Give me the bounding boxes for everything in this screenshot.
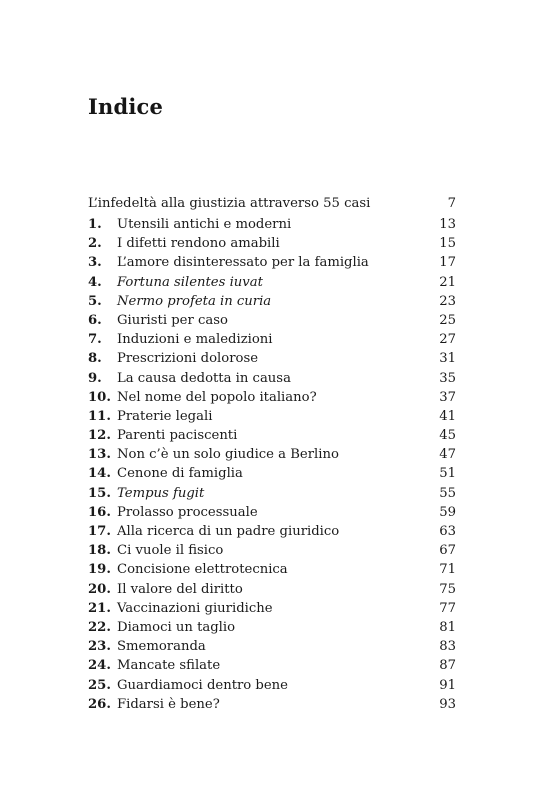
toc-entry-number: 24.: [88, 658, 111, 674]
toc-entry-title: Guardiamoci dentro bene: [117, 677, 288, 693]
toc-entry: [88, 599, 456, 618]
toc-entry: [88, 580, 456, 599]
toc-entry-page: 15: [439, 236, 456, 252]
toc-entry-title: Mancate sfilate: [117, 658, 221, 674]
toc-entry-page: 81: [439, 619, 456, 635]
toc-entry-number: 2.: [88, 236, 102, 252]
toc-entry-page: 37: [439, 389, 456, 405]
toc-entry-title: Utensili antichi e moderni: [117, 217, 292, 232]
toc-entry-number: 1.: [88, 217, 102, 232]
toc-entry-number: 22.: [88, 619, 111, 635]
toc-entry-title: Non c’è un solo giudice a Berlino: [117, 447, 339, 463]
toc-entry-title: L’amore disinteressato per la famiglia: [117, 255, 369, 271]
toc-entry: [88, 388, 456, 407]
toc-entry: [88, 311, 456, 330]
toc-entry-title: Vaccinazioni giuridiche: [117, 600, 273, 616]
toc-entry-title: Parenti paciscenti: [117, 428, 238, 444]
toc-entry-number: 15.: [88, 485, 111, 501]
toc-entry: [88, 541, 456, 560]
toc-entry: [88, 426, 456, 445]
toc-entry-number: 6.: [88, 312, 102, 328]
toc-entry-number: 14.: [88, 466, 111, 482]
toc-entry-page: 25: [439, 312, 456, 328]
toc-entry: [88, 215, 456, 234]
toc-entry-number: 3.: [88, 255, 102, 271]
toc-intro-title: L’infedeltà alla giustizia attraverso 55 casi: [88, 196, 371, 211]
toc-entry-title: Praterie legali: [117, 408, 213, 424]
toc-entry-number: 11.: [88, 408, 111, 424]
toc-entry-page: 21: [439, 274, 456, 290]
toc-entry-number: 18.: [88, 543, 111, 559]
toc-entry: [88, 503, 456, 522]
toc-entry: [88, 484, 456, 503]
toc-entry-title: Smemoranda: [117, 639, 206, 655]
toc-entry-title: Fortuna silentes iuvat: [117, 274, 263, 290]
toc-entry: [88, 637, 456, 656]
toc-entry-number: 21.: [88, 600, 111, 616]
toc-entry-number: 20.: [88, 581, 111, 597]
toc-entry-number: 8.: [88, 351, 102, 367]
toc-entry-page: 47: [439, 447, 456, 463]
toc-entry-title: Ci vuole il fisico: [117, 543, 224, 559]
toc-entry: [88, 330, 456, 349]
toc-entry-page: 17: [439, 255, 456, 271]
toc-entry: [88, 695, 456, 714]
toc-entry-number: 16.: [88, 504, 111, 520]
toc-entry: [88, 369, 456, 388]
toc-entry-page: 63: [439, 524, 456, 539]
toc-entry: [88, 522, 456, 541]
table-of-contents: [88, 193, 456, 714]
toc-entry-page: 67: [439, 543, 456, 559]
toc-entry-title: Fidarsi è bene?: [117, 696, 220, 712]
toc-entry: [88, 560, 456, 579]
toc-entry-number: 13.: [88, 447, 111, 463]
toc-entry-page: 59: [439, 504, 456, 520]
toc-entry-number: 23.: [88, 639, 111, 655]
toc-entry-title: Concisione elettrotecnica: [117, 562, 288, 578]
toc-entry-page: 41: [439, 408, 456, 424]
toc-entry-number: 26.: [88, 696, 111, 712]
toc-entry-page: 55: [439, 485, 456, 501]
toc-entry: [88, 656, 456, 675]
toc-entry: [88, 273, 456, 292]
toc-entry-page: 75: [439, 581, 456, 597]
toc-entry-title: Alla ricerca di un padre giuridico: [117, 524, 340, 539]
toc-entry: [88, 464, 456, 483]
toc-entry-page: 93: [439, 696, 456, 712]
toc-entry-page: 27: [439, 332, 456, 348]
toc-entry-title: Prescrizioni dolorose: [117, 351, 259, 367]
toc-entry-title: Prolasso processuale: [117, 504, 258, 520]
toc-entry-number: 17.: [88, 524, 111, 539]
toc-entry: [88, 618, 456, 637]
toc-entry: [88, 292, 456, 311]
toc-entry-page: 51: [439, 466, 456, 482]
toc-intro-page: 7: [447, 196, 456, 211]
toc-entry-page: 31: [439, 351, 456, 367]
toc-entry-title: Tempus fugit: [117, 485, 205, 501]
toc-entry-list: [88, 215, 456, 714]
toc-entry-title: I difetti rendono amabili: [117, 236, 280, 252]
toc-entry-title: La causa dedotta in causa: [117, 370, 291, 386]
toc-entry: [88, 349, 456, 368]
toc-entry: [88, 234, 456, 253]
toc-entry-page: 35: [439, 370, 456, 386]
toc-entry-number: 5.: [88, 293, 102, 309]
toc-entry-page: 45: [439, 428, 456, 444]
toc-entry-number: 4.: [88, 274, 102, 290]
toc-entry-page: 71: [439, 562, 456, 578]
toc-entry: [88, 253, 456, 272]
toc-entry-number: 7.: [88, 332, 102, 348]
toc-entry-page: 91: [439, 677, 456, 693]
toc-entry: [88, 445, 456, 464]
toc-entry-page: 77: [439, 600, 456, 616]
toc-entry-page: 87: [439, 658, 456, 674]
toc-entry-page: 23: [439, 293, 456, 309]
toc-entry-number: 19.: [88, 562, 111, 578]
page-title: Indice: [88, 94, 164, 119]
toc-entry-title: Nermo profeta in curia: [117, 293, 272, 309]
toc-entry-number: 25.: [88, 677, 111, 693]
toc-entry-page: 13: [439, 217, 456, 232]
toc-entry-number: 12.: [88, 428, 111, 444]
toc-intro-row: [88, 193, 456, 215]
toc-entry: [88, 676, 456, 695]
toc-entry-title: Nel nome del popolo italiano?: [117, 389, 317, 405]
toc-entry-title: Induzioni e maledizioni: [117, 332, 273, 348]
toc-entry-title: Cenone di famiglia: [117, 466, 243, 482]
toc-entry-title: Diamoci un taglio: [117, 619, 236, 635]
toc-entry-title: Il valore del diritto: [117, 581, 243, 597]
toc-entry-page: 83: [439, 639, 456, 655]
toc-entry-number: 9.: [88, 370, 102, 386]
toc-entry: [88, 407, 456, 426]
toc-entry-number: 10.: [88, 389, 111, 405]
toc-entry-title: Giuristi per caso: [117, 312, 228, 328]
